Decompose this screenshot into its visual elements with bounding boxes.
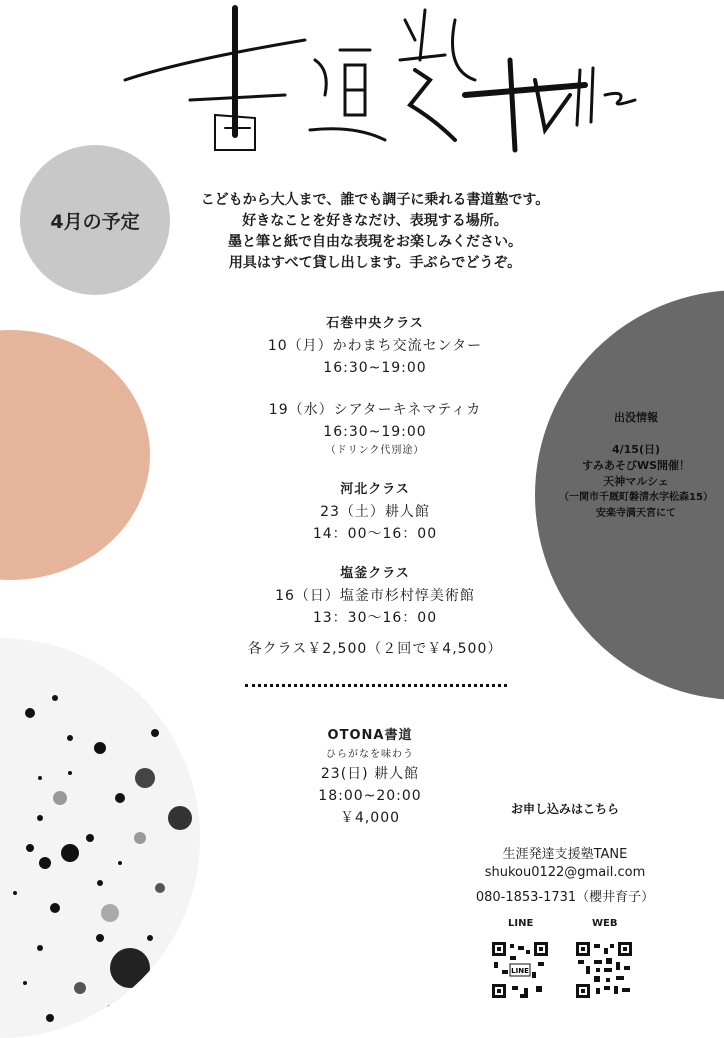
calligraphy-logo-graphic <box>115 0 655 165</box>
shiogama-class <box>160 563 590 629</box>
apply-phone[interactable]: 080-1853-1731（櫻井育子） <box>475 890 655 905</box>
class-time: 14：00〜16：00 <box>312 526 438 542</box>
line-qr-code[interactable] <box>492 942 548 998</box>
otona-date: 23(日) 耕人館 <box>320 766 420 782</box>
class-date: 19（水）シアターキネマティカ <box>268 402 482 418</box>
intro-line: こどもから大人まで、誰でも調子に乗れる書道塾です。 <box>200 192 550 208</box>
qr-line-text: LINE <box>511 967 529 975</box>
web-label: WEB <box>592 918 618 929</box>
class-title: 塩釜クラス <box>340 566 410 581</box>
event-heading: 出没情報 <box>614 411 658 424</box>
class-date: 16（日）塩釜市杉村惇美術館 <box>275 588 475 604</box>
class-time: 13：30〜16：00 <box>312 610 438 626</box>
otona-time: 18:00~20:00 <box>318 788 422 804</box>
dotted-divider <box>245 684 507 687</box>
event-date: 4/15(日) <box>611 443 661 456</box>
class-time: 16:30~19:00 <box>323 424 427 440</box>
class-date: 23（土）耕人館 <box>320 504 430 520</box>
intro-line: 好きなことを好きなだけ、表現する場所。 <box>242 213 508 229</box>
class-title: 石巻中央クラス <box>326 316 424 331</box>
otona-subtitle: ひらがなを味わう <box>326 749 414 760</box>
otona-title: OTONA書道 <box>327 728 413 743</box>
class-price: 各クラス￥2,500（２回で￥4,500） <box>247 641 503 657</box>
month-badge <box>20 145 170 295</box>
class-title: 河北クラス <box>340 482 410 497</box>
month-badge-label: 4月の予定 <box>50 210 140 233</box>
intro-text <box>150 190 600 274</box>
ishinomaki-class <box>160 313 590 459</box>
line-label: LINE <box>508 918 534 929</box>
otona-price: ￥4,000 <box>339 810 401 826</box>
apply-org: 生涯発達支援塾TANE <box>502 847 628 862</box>
apply-heading: お申し込みはこちら <box>510 802 619 816</box>
event-venue: 天神マルシェ <box>603 475 669 488</box>
event-info <box>548 410 724 522</box>
intro-line: 墨と筆と紙で自由な表現をお楽しみください。 <box>228 234 522 250</box>
class-date: 10（月）かわまち交流センター <box>267 338 483 354</box>
class-note: （ドリンク代別途） <box>325 445 425 456</box>
event-address: （一関市千厩町磐清水字松森15） <box>559 492 713 503</box>
apply-email[interactable]: shukou0122@gmail.com <box>484 865 646 880</box>
event-place: 安楽寺満天宮にて <box>596 508 676 519</box>
ink-splatter-graphic <box>0 638 200 1038</box>
intro-line: 用具はすべて貸し出します。手ぶらでどうぞ。 <box>228 255 522 271</box>
class-time: 16:30~19:00 <box>323 360 427 376</box>
web-qr-code[interactable] <box>576 942 632 998</box>
kahoku-class <box>160 479 590 545</box>
calligraphy-logo <box>115 0 655 165</box>
ink-splatter-image <box>0 638 200 1038</box>
peach-circle-decoration <box>0 330 150 580</box>
event-name: すみあそびWS開催！ <box>581 459 691 472</box>
